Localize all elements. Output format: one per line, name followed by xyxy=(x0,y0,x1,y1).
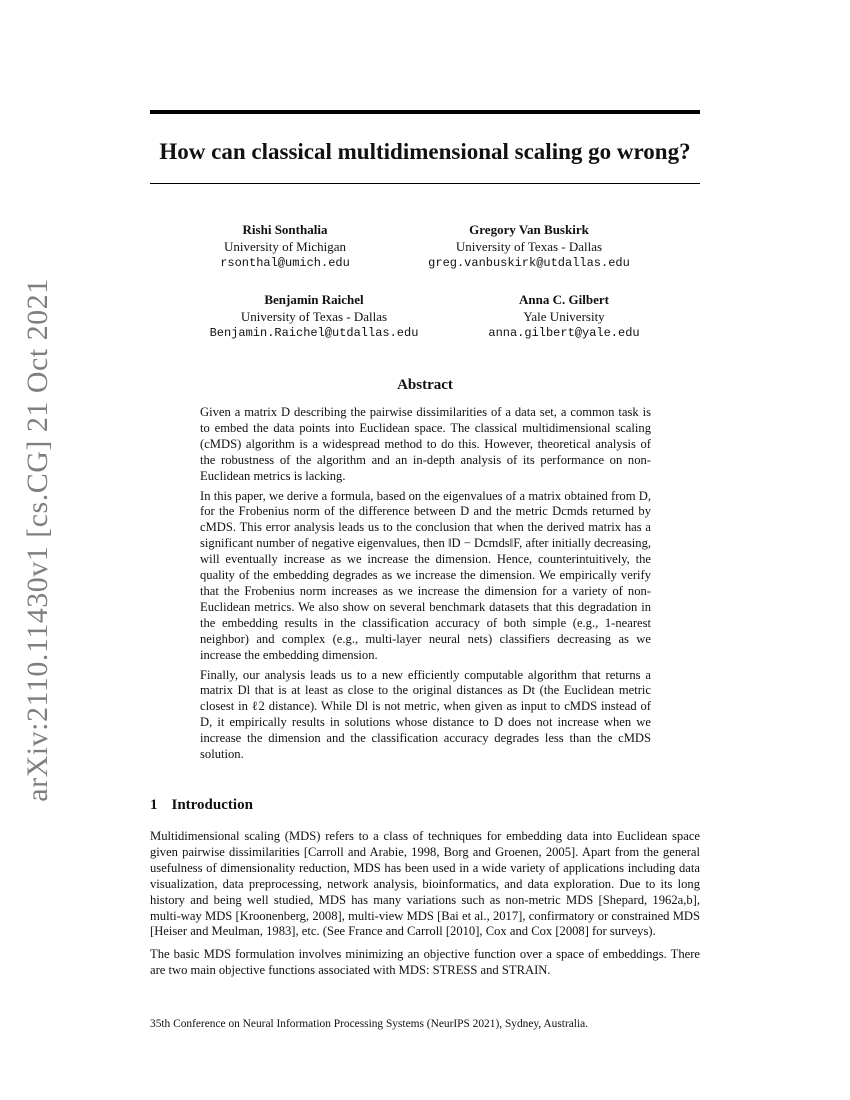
introduction-body xyxy=(150,829,700,986)
author-name: Rishi Sonthalia xyxy=(242,222,328,237)
abstract-heading: Abstract xyxy=(397,377,453,393)
author-block xyxy=(399,222,659,272)
author-email: anna.gilbert@yale.edu xyxy=(488,326,640,340)
author-affiliation: University of Texas - Dallas xyxy=(240,308,388,324)
author-email: rsonthal@umich.edu xyxy=(220,256,350,270)
abstract-paragraph: Given a matrix D describing the pairwise dissimilarities of a data set, a common task is to embed the data points into Euclidean space. The classical multidimensional scaling (cMDS) algorithm is a widespread method to do this. However, theoretical analysis of the robustness of the algorithm and an in-depth analysis of its performance on non-Euclidean metrics is lacking. xyxy=(200,405,651,483)
author-name: Benjamin Raichel xyxy=(264,292,364,307)
author-affiliation: University of Texas - Dallas xyxy=(455,238,603,254)
introduction-paragraph: Multidimensional scaling (MDS) refers to a class of techniques for embedding data into Euclidean space given pairwise dissimilarities [Carroll and Arabie, 1998, Borg and Groenen, 2005]. Apart from the general usefulness of dimensionality reduction, MDS has been used in a wide variety of applications including data visualization, data preprocessing, network analysis, bioinformatics, and data exploration. Due to its long history and being well studied, MDS has many variations such as non-metric MDS [Shepard, 1962a,b], multi-way MDS [Kroonenberg, 2008], multi-view MDS [Bai et al., 2017], confirmatory or constrained MDS [Heiser and Meulman, 1983], etc. (See France and Carroll [2010], Cox and Cox [2008] for surveys). xyxy=(150,829,700,939)
introduction-paragraph: The basic MDS formulation involves minimizing an objective function over a space of embeddings. There are two main objective functions associated with MDS: STRESS and STRAIN. xyxy=(150,947,700,978)
author-affiliation: University of Michigan xyxy=(223,238,347,254)
abstract-body xyxy=(200,405,651,767)
author-affiliation: Yale University xyxy=(523,308,605,324)
author-block xyxy=(184,292,444,342)
arxiv-identifier-stamp: arXiv:2110.11430v1 [cs.CG] 21 Oct 2021 xyxy=(21,278,54,802)
section-number: 1 xyxy=(150,797,158,813)
author-email: Benjamin.Raichel@utdallas.edu xyxy=(209,326,419,340)
abstract-paragraph: Finally, our analysis leads us to a new efficiently computable algorithm that returns a matrix Dl that is at least as close to the original distances as Dt (the Euclidean metric closest in ℓ2 distance). While Dl is not metric, when given as input to cMDS instead of D, it empirically results in solutions whose distance to D does not increase when we increase the dimension and the classification accuracy degrades less than the cMDS solution. xyxy=(200,667,651,762)
section-title: Introduction xyxy=(171,797,253,813)
section-heading xyxy=(150,797,253,814)
author-name: Gregory Van Buskirk xyxy=(469,222,589,237)
paper-title: How can classical multidimensional scaling go wrong? xyxy=(159,139,691,164)
abstract-paragraph: In this paper, we derive a formula, based on the eigenvalues of a matrix obtained from D, for the Frobenius norm of the difference between D and the metric Dcmds returned by cMDS. This error analysis leads us to the conclusion that when the derived matrix has a significant number of negative eigenvalues, then ‖D − Dcmds‖F, after initially decreasing, will eventually increase as we increase the dimension. Hence, counterintuitively, the quality of the embedding degrades as we increase the dimension. We empirically verify that the Frobenius norm increases as we increase the dimension for a variety of non-Euclidean metrics. We also show on several benchmark datasets that this degradation in the embedding results in the classification accuracy of both simple (e.g., 1-nearest neighbor) and complex (e.g., multi-layer neural nets) classifiers decreasing as we increase the embedding dimension. xyxy=(200,488,652,662)
author-block xyxy=(155,222,415,272)
author-block xyxy=(434,292,694,342)
title-rule-bottom xyxy=(150,183,700,184)
conference-footnote: 35th Conference on Neural Information Processing Systems (NeurIPS 2021), Sydney, Australia. xyxy=(150,1018,589,1030)
author-name: Anna C. Gilbert xyxy=(519,292,609,307)
author-email: greg.vanbuskirk@utdallas.edu xyxy=(428,256,630,270)
title-rule-top xyxy=(150,110,700,114)
